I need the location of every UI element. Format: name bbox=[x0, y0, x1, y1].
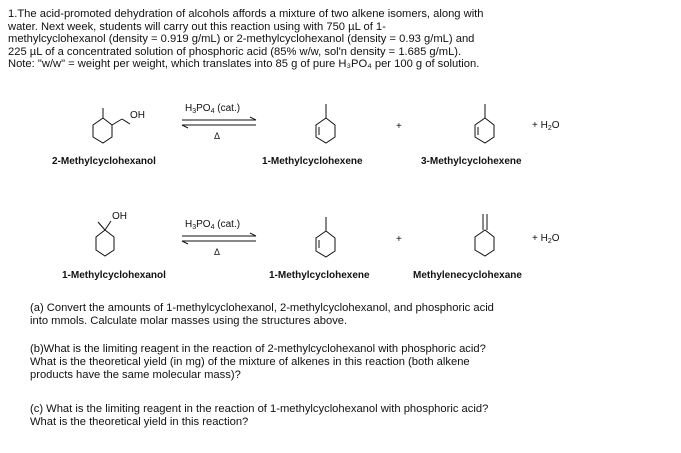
1-methylcyclohexene-structure-1 bbox=[316, 104, 335, 143]
question-line: What is the theoretical yield (in mg) of the mixture of alkenes in this reaction (both alkene bbox=[30, 356, 470, 368]
reactant-label: 2-Methylcyclohexanol bbox=[52, 156, 156, 167]
product-label: 1-Methylcyclohexene bbox=[269, 270, 370, 281]
reactant-label: 1-Methylcyclohexanol bbox=[62, 270, 166, 281]
question-b bbox=[30, 343, 610, 382]
intro-line: 225 µL of a concentrated solution of phosphoric acid (85% w/w, sol'n density = 1.685 g/mL). bbox=[8, 45, 462, 58]
plus-sign: + bbox=[396, 121, 402, 132]
1-methylcyclohexene-structure-2 bbox=[316, 217, 335, 257]
catalyst-label: $H_3PO_4$ (cat.) bbox=[185, 219, 241, 231]
methylenecyclohexane-structure bbox=[475, 214, 494, 256]
2-methylcyclohexanol-structure bbox=[93, 108, 130, 143]
product-label: Methylenecyclohexane bbox=[413, 270, 522, 281]
question-line: (a) Convert the amounts of 1-methylcyclohexanol, 2-methylcyclohexanol, and phosphoric acid bbox=[30, 302, 494, 314]
question-line: (b)What is the limiting reagent in the reaction of 2-methylcyclohexanol with phosphoric acid? bbox=[30, 343, 486, 355]
intro-line: water. Next week, students will carry out this reaction using with 750 µL of 1- bbox=[8, 20, 386, 33]
intro-line: 1.The acid-promoted dehydration of alcohols affords a mixture of two alkene isomers, along with bbox=[8, 8, 484, 20]
water-byproduct: + $H_2O$ bbox=[532, 120, 560, 132]
catalyst-label: $H_3PO_4$ (cat.) bbox=[185, 103, 241, 115]
equilibrium-arrow-2 bbox=[182, 233, 256, 244]
question-line: products have the same molecular mass)? bbox=[30, 369, 241, 381]
oh-label: OH bbox=[130, 110, 145, 121]
equilibrium-arrow-1 bbox=[182, 117, 256, 128]
intro-line: methylcyclohexanol (density = 0.919 g/mL) or 2-methylcyclohexanol (density = 0.93 g/mL) and bbox=[8, 33, 475, 46]
3-methylcyclohexene-structure bbox=[475, 104, 494, 143]
heat-symbol: Δ bbox=[214, 247, 221, 257]
intro-line: Note: "w/w" = weight per weight, which translates into 85 g of pure H₃PO₄ per 100 g of solution. bbox=[8, 58, 480, 71]
plus-sign: + bbox=[396, 234, 402, 245]
question-line: (c) What is the limiting reagent in the reaction of 1-methylcyclohexanol with phosphoric acid? bbox=[30, 403, 489, 415]
question-line: into mmols. Calculate molar masses using the structures above. bbox=[30, 315, 348, 327]
water-byproduct: + $H_2O$ bbox=[532, 233, 560, 245]
question-c bbox=[30, 403, 610, 429]
question-line: What is the theoretical yield in this reaction? bbox=[30, 416, 249, 428]
heat-symbol: Δ bbox=[214, 131, 221, 141]
product-label: 3-Methylcyclohexene bbox=[421, 156, 522, 167]
question-a bbox=[30, 302, 610, 328]
1-methylcyclohexanol-structure bbox=[96, 221, 114, 256]
oh-label: OH bbox=[112, 211, 127, 222]
product-label: 1-Methylcyclohexene bbox=[262, 156, 363, 167]
